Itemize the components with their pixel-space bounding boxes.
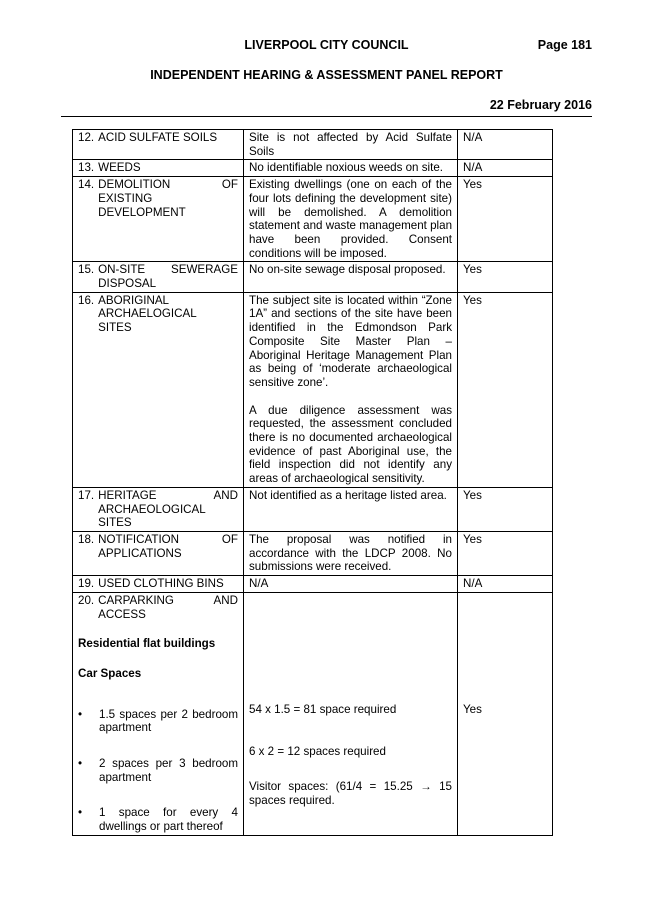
row-status: Yes — [458, 487, 553, 531]
subheading-residential-flat-buildings: Residential flat buildings — [78, 637, 216, 651]
row-title: ACCESS — [98, 607, 146, 621]
row-title: SITES — [98, 516, 132, 530]
bullet-icon: • — [78, 707, 83, 721]
council-name: LIVERPOOL CITY COUNCIL — [244, 38, 409, 52]
bullet-text: 1.5 spaces per 2 bedroom apartment — [99, 707, 238, 735]
row-title: ARCHAEOLOGICAL — [98, 502, 206, 516]
list-item — [78, 806, 238, 833]
status-value: Yes — [463, 702, 482, 716]
list-item — [78, 757, 238, 784]
row-label — [73, 160, 244, 177]
calc-line: Visitor spaces: (61/4 = 15.25 → 15 spaces required. — [249, 780, 452, 807]
row-status: Yes — [458, 177, 553, 262]
row-title: EXISTING — [98, 191, 153, 205]
table-row-weeds — [73, 160, 553, 177]
subheading-car-spaces: Car Spaces — [78, 666, 142, 680]
row-label — [73, 531, 244, 575]
row-number: 15. — [78, 263, 95, 277]
row-title: ABORIGINAL — [98, 293, 169, 307]
row-label — [73, 262, 244, 292]
row-number: 17. — [78, 488, 95, 502]
row-number: 16. — [78, 293, 95, 307]
row-status — [458, 592, 553, 835]
row-comment: No on-site sewage disposal proposed. — [244, 262, 458, 292]
table-row-used-clothing-bins — [73, 576, 553, 593]
list-item — [78, 708, 238, 735]
row-title: DEVELOPMENT — [98, 205, 186, 219]
table-row-carparking — [73, 592, 553, 835]
table-row-on-site-sewerage — [73, 262, 553, 292]
row-comment: N/A — [244, 576, 458, 593]
bullet-text: 2 spaces per 3 bedroom apartment — [99, 757, 238, 784]
table-row-acid-sulfate-soils — [73, 130, 553, 160]
row-title: SITES — [98, 321, 132, 335]
row-label — [73, 487, 244, 531]
report-date: 22 February 2016 — [489, 98, 592, 112]
table-row-aboriginal-sites — [73, 292, 553, 487]
assessment-table — [72, 129, 553, 836]
row-number: 12. — [78, 131, 95, 144]
row-title: OF — [221, 532, 238, 546]
row-comment: Site is not affected by Acid Sulfate Soils — [244, 130, 458, 160]
row-title: ACID SULFATE SOILS — [98, 131, 218, 144]
row-title: ON-SITE — [98, 263, 146, 277]
row-number: 19. — [78, 577, 95, 591]
report-title: INDEPENDENT HEARING & ASSESSMENT PANEL REPORT — [150, 68, 503, 82]
row-title: DISPOSAL — [98, 277, 157, 291]
row-comment: Not identified as a heritage listed area. — [244, 487, 458, 531]
row-number: 20. — [78, 593, 95, 607]
page-number: Page 181 — [537, 38, 592, 52]
bullet-icon: • — [78, 757, 83, 771]
header-divider — [61, 116, 592, 117]
row-title: CARPARKING — [98, 593, 174, 607]
row-title: APPLICATIONS — [98, 546, 182, 560]
bullet-text: 1 space for every 4 dwellings or part thereof — [99, 806, 238, 834]
row-label — [73, 292, 244, 487]
row-comment — [244, 292, 458, 487]
row-status: Yes — [458, 262, 553, 292]
row-status: N/A — [458, 576, 553, 593]
row-status: N/A — [458, 130, 553, 160]
row-title: SEWERAGE — [171, 263, 238, 277]
bullet-icon: • — [78, 806, 83, 820]
calc-line: 54 x 1.5 = 81 space required — [249, 702, 397, 716]
row-comment: The proposal was notified in accordance with the LDCP 2008. No submissions were received. — [244, 531, 458, 575]
row-status: Yes — [458, 531, 553, 575]
table-row-notification — [73, 531, 553, 575]
row-status: N/A — [458, 160, 553, 177]
row-title: NOTIFICATION — [98, 532, 180, 546]
row-title: HERITAGE — [98, 488, 157, 502]
row-comment — [244, 592, 458, 835]
comment-paragraph: The subject site is located within “Zone 1A” and sections of the site have been identified in the Edmondson Park Composite Site Master Plan – Aboriginal Heritage Management Plan as being of ‘moderate archaeological sensitive zone’. — [249, 293, 452, 389]
row-label — [73, 177, 244, 262]
row-number: 18. — [78, 532, 95, 546]
table-row-demolition — [73, 177, 553, 262]
row-label — [73, 576, 244, 593]
table-row-heritage — [73, 487, 553, 531]
calc-line: 6 x 2 = 12 spaces required — [249, 744, 386, 758]
row-title: DEMOLITION — [98, 178, 171, 192]
row-status: Yes — [458, 292, 553, 487]
row-title: ARCHAELOGICAL — [98, 307, 197, 321]
row-number: 14. — [78, 178, 95, 192]
row-title: WEEDS — [98, 161, 141, 175]
row-label — [73, 130, 244, 160]
row-title: AND — [213, 488, 238, 502]
row-comment: No identifiable noxious weeds on site. — [244, 160, 458, 177]
row-title: AND — [213, 593, 238, 607]
row-title: OF — [221, 178, 238, 192]
comment-paragraph: A due diligence assessment was requested, the assessment concluded there is no documented archaeological evidence of past Aboriginal use, the field inspection did not identify any areas of archaeological sensitivity. — [249, 403, 452, 486]
row-label — [73, 592, 244, 835]
row-comment: Existing dwellings (one on each of the four lots defining the development site) will be demolished. A demolition statement and waste management plan have been provided. Consent conditions will be imposed. — [244, 177, 458, 262]
row-title: USED CLOTHING BINS — [98, 577, 224, 591]
row-number: 13. — [78, 161, 95, 175]
